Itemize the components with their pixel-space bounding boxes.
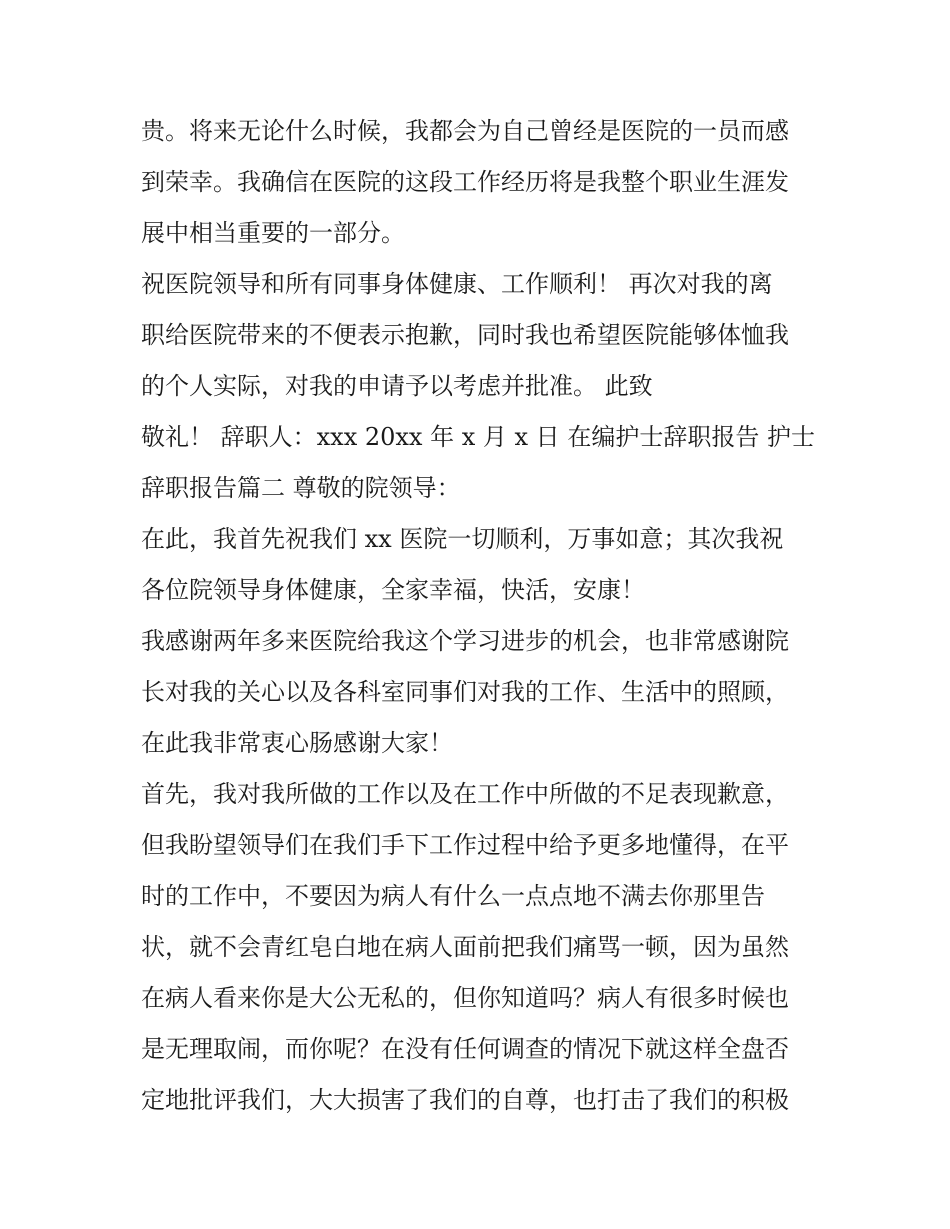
text-line: 职给医院带来的不便表示抱歉，同时我也希望医院能够体恤我 <box>141 321 789 349</box>
text-line: 在病人看来你是大公无私的，但你知道吗？病人有很多时候也 <box>141 984 789 1012</box>
text-line: 的个人实际，对我的申请予以考虑并批准。 此致 <box>141 372 653 400</box>
text-line: 到荣幸。我确信在医院的这段工作经历将是我整个职业生涯发 <box>141 168 789 196</box>
text-line: 在此，我首先祝我们 xx 医院一切顺利，万事如意；其次我祝 <box>141 525 784 553</box>
text-line: 在此我非常衷心肠感谢大家！ <box>141 729 453 757</box>
document-body <box>141 106 821 1126</box>
text-line: 时的工作中，不要因为病人有什么一点点地不满去你那里告 <box>141 882 765 910</box>
text-line: 状，就不会青红皂白地在病人面前把我们痛骂一顿，因为虽然 <box>141 933 789 961</box>
text-line: 敬礼！ 辞职人：xxx 20xx 年 x 月 x 日 在编护士辞职报告 护士 <box>141 423 815 451</box>
text-line: 首先，我对我所做的工作以及在工作中所做的不足表现歉意， <box>141 780 789 808</box>
text-line: 但我盼望领导们在我们手下工作过程中给予更多地懂得，在平 <box>141 831 789 859</box>
text-line: 辞职报告篇二 尊敬的院领导： <box>141 474 461 502</box>
text-line: 是无理取闹，而你呢？在没有任何调查的情况下就这样全盘否 <box>141 1035 789 1063</box>
text-line: 我感谢两年多来医院给我这个学习进步的机会，也非常感谢院 <box>141 627 789 655</box>
text-line: 贵。将来无论什么时候，我都会为自己曾经是医院的一员而感 <box>141 117 789 145</box>
text-line: 各位院领导身体健康，全家幸福，快活，安康！ <box>141 576 645 604</box>
text-line: 定地批评我们，大大损害了我们的自尊，也打击了我们的积极 <box>141 1086 789 1114</box>
text-line: 长对我的关心以及各科室同事们对我的工作、生活中的照顾， <box>141 678 789 706</box>
text-line: 祝医院领导和所有同事身体健康、工作顺利！ 再次对我的离 <box>141 270 773 298</box>
text-line: 展中相当重要的一部分。 <box>141 219 405 247</box>
